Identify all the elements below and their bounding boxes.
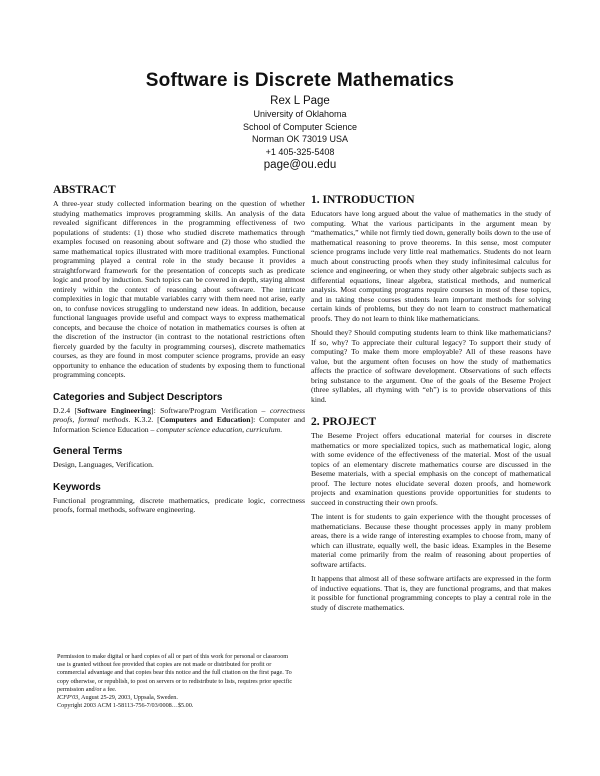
category-term: Computers and Education bbox=[159, 415, 251, 424]
paper-title: Software is Discrete Mathematics bbox=[145, 70, 455, 91]
keywords-heading: Keywords bbox=[53, 481, 101, 493]
author-affiliation: University of Oklahoma bbox=[253, 109, 347, 119]
categories-heading: Categories and Subject Descriptors bbox=[53, 391, 223, 403]
project-paragraph-2: The intent is for students to gain experience with the thought processes of mathematicians. Because these thought processes apply in many problem areas, there is a wide range of interesting examples to choose from, many of which can illustrate, equally well, the basic ideas. Examples in the Beseme material come primarily from the realm of reasoning about properties of software artifacts. bbox=[311, 512, 551, 569]
copyright-line: Copyright 2003 ACM 1-58113-756-7/03/0008…$5.00. bbox=[57, 702, 194, 710]
abstract-text: A three-year study collected information bearing on the question of whether studying mathematics improves programming skills. An analysis of the data revealed significant differences in the programming effectiveness of two populations of students: (1) those who studied discrete mathematics through examples focused on reasoning about software and (2) those who studied the same mathematical topics illustrated with more traditional examples. Functional programming played a central role in the study because it provides a straightforward framework for the presentation of concepts such as predicate logic and proof by induction. Such topics can be covered in depth, staying almost entirely within the context of reasoning about software. The intricate complexities in logic that mutable variables carry with them need not arise, early on, to confuse novices struggling to understand new ideas. In addition, because functional languages provide useful and compact ways to express mathematical concepts, and because the choice of notation in mathematics courses is often at the discretion of the instructor (in contrast to the notational restrictions often fiercely guarded by the faculty in programming courses), discrete mathematics courses, as they are found in most computer science programs, provide an easy opportunity to enhance the education of students by exposing them to functional programming concepts. bbox=[53, 199, 305, 379]
author-department: School of Computer Science bbox=[242, 121, 358, 132]
category-descriptor: computer science education, curriculum bbox=[156, 424, 281, 434]
author-email: page@ou.edu bbox=[263, 159, 337, 171]
author-block bbox=[0, 94, 600, 173]
general-terms-text: Design, Languages, Verification. bbox=[53, 460, 154, 469]
right-column bbox=[311, 194, 551, 617]
project-paragraph-3: It happens that almost all of these software artifacts are expressed in the form of inductive equations. That is, they are functional programs, and that makes it possible for functional programming concepts to play a central role in the study of discrete mathematics. bbox=[311, 574, 551, 612]
left-column bbox=[53, 184, 305, 520]
conference-line: ICFP'03, August 25-29, 2003, Uppsala, Sweden. bbox=[57, 694, 178, 702]
author-name: Rex L Page bbox=[270, 95, 330, 107]
project-heading: 2. PROJECT bbox=[311, 416, 377, 428]
general-terms-heading: General Terms bbox=[53, 446, 123, 457]
conference-name: ICFP'03 bbox=[57, 694, 79, 702]
abstract-heading: ABSTRACT bbox=[53, 184, 116, 196]
permission-text: Permission to make digital or hard copies of all or part of this work for personal or classroom use is granted without fee provided that copies are not made or distributed for profit or commercial advantage and that copies bear this notice and the full citation on the first page. To copy otherwise, or republish, to post on servers or to redistribute to lists, requires prior specific permission and/or a fee. bbox=[57, 653, 293, 693]
keywords-text: Functional programming, discrete mathematics, predicate logic, correctness proofs, formal methods, software engineering. bbox=[53, 495, 305, 514]
intro-paragraph-2: Should they? Should computing students learn to think like mathematicians? If so, why? To appreciate their cultural legacy? To support their study of computing? To make them more employable? All of these reasons have value, but the argument often focuses on how the study of mathematics affects the practice of software development. Observations of such effects bring substance to the argument. One of the goals of the Beseme Project (three syllables, all rhyming with “eh”) is to provide observations of this kind. bbox=[311, 328, 551, 404]
intro-paragraph-1: Educators have long argued about the value of mathematics in the study of computing. What the various participants in the argument mean by “mathematics,” while not firmly tied down, generally boils down to the use of mathematical reasoning to prove theorems. In this sense, most computer science programs include very little real mathematics. Students do not learn much about constructing proofs when they study infinitesimal calculus for science and engineering, or when they study other algebraic subjects such as differential equations, linear algebra, statistical methods, and numerical analysis. Most computing programs require courses in most of these topics, and in taking these courses students learn important methods for solving certain kinds of problems, but they do not learn to construct mathematical proofs. They do not learn to think like mathematicians. bbox=[311, 209, 551, 323]
categories-text: D.2.4 [Software Engineering]: Software/Program Verification – correctness proofs, formal methods. K.3.2. [Computers and Education]: Computer and Information Science Education – computer science education, curriculum. bbox=[53, 405, 305, 434]
intro-heading: 1. INTRODUCTION bbox=[311, 194, 415, 206]
category-term: Software Engineering bbox=[77, 405, 152, 415]
permission-notice bbox=[57, 653, 297, 710]
author-phone: +1 405-325-5408 bbox=[265, 146, 335, 157]
project-paragraph-1: The Beseme Project offers educational material for courses in discrete mathematics or more specialized topics, such as mathematical logic, along with some evidence of the effectiveness of the material. Most of the usual topics of an elementary discrete mathematics course are discussed in the Beseme materials, with a special emphasis on the concept of mathematical proof. The lecture notes elucidate several dozen proofs, and homework projects and examination questions provide opportunities for students to succeed in constructing their own proofs. bbox=[311, 431, 551, 507]
category-descriptor: correctness proofs, formal methods bbox=[53, 405, 305, 424]
author-address: Norman OK 73019 USA bbox=[251, 134, 349, 144]
